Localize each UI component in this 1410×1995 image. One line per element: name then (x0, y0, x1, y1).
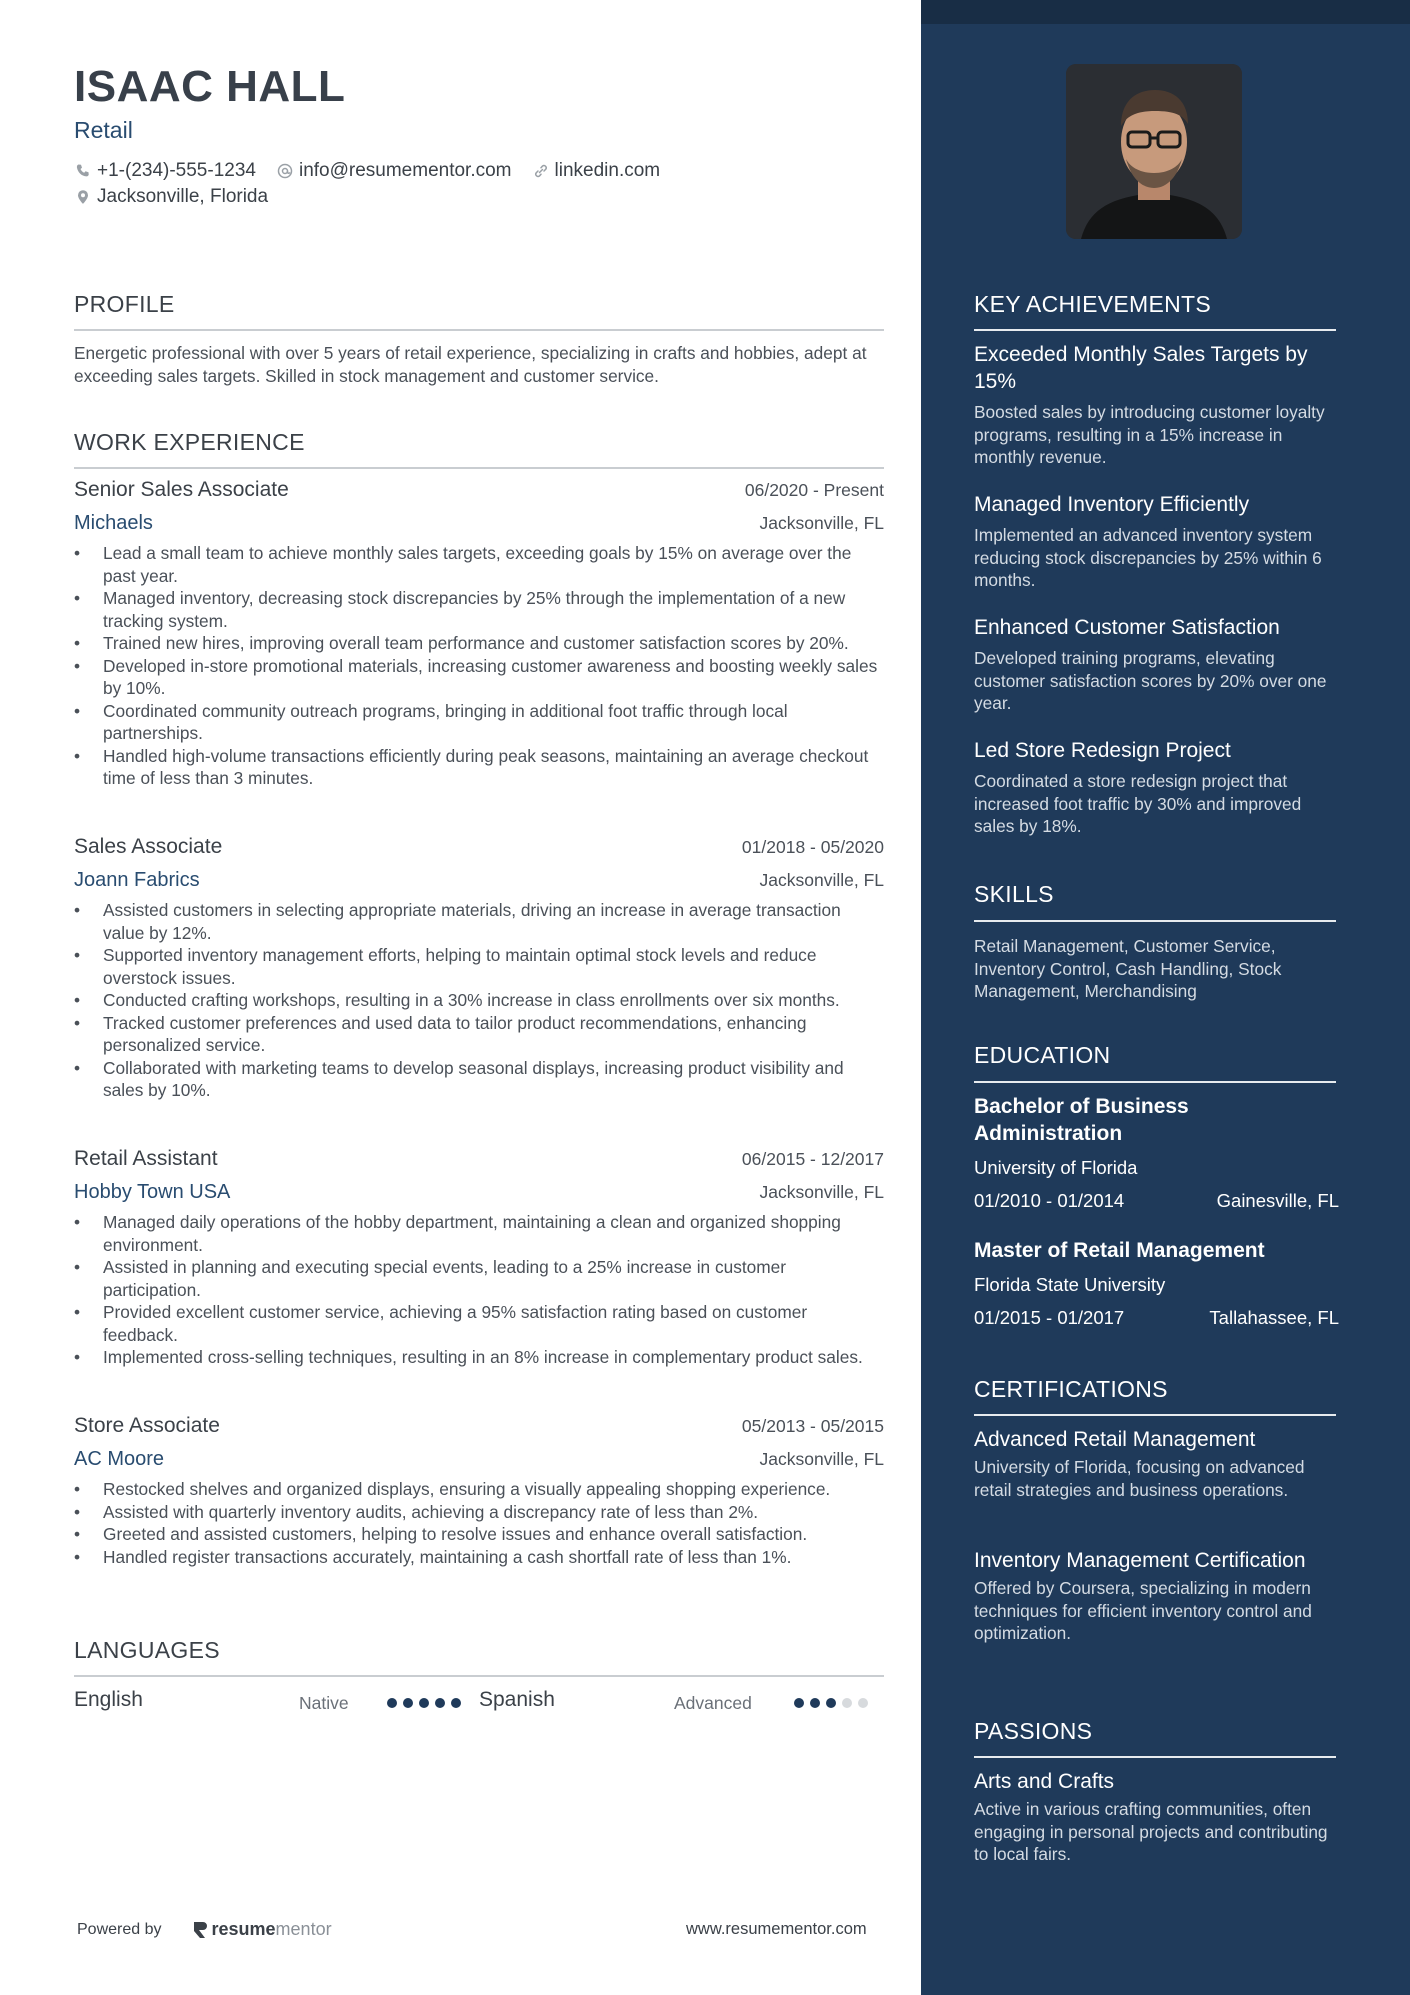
education-divider (974, 1081, 1336, 1083)
languages-divider (74, 1675, 884, 1677)
passion-text: Active in various crafting communities, often engaging in personal projects and contributing to local fairs. (974, 1799, 1328, 1864)
job-entry (74, 478, 884, 790)
job-bullet: • Greeted and assisted customers, helping to resolve issues and enhance overall satisfaction. (74, 1523, 884, 1546)
achievement-item (974, 614, 1339, 715)
job-bullet: • Assisted in planning and executing special events, leading to a 25% increase in customer participation. (74, 1256, 884, 1301)
education-item (974, 1237, 1339, 1329)
education-dates: 01/2015 - 01/2017 (974, 1307, 1125, 1328)
language-name: Spanish (479, 1688, 555, 1711)
education-heading: EDUCATION (974, 1042, 1111, 1068)
email-text[interactable]: info@resumementor.com (298, 160, 512, 181)
map-pin-icon (74, 188, 92, 206)
rating-dot-empty (858, 1698, 868, 1708)
sidebar (921, 0, 1410, 1995)
education-degree: Master of Retail Management (974, 1239, 1265, 1262)
certifications-heading: CERTIFICATIONS (974, 1376, 1168, 1402)
job-bullet: • Implemented cross-selling techniques, resulting in an 8% increase in complementary product sales. (74, 1346, 884, 1369)
job-location: Jacksonville, FL (759, 513, 884, 533)
linkedin-text[interactable]: linkedin.com (554, 160, 661, 181)
job-bullet: • Developed in-store promotional materials, increasing customer awareness and boosting weekly sales by 10%. (74, 655, 884, 700)
passions-heading: PASSIONS (974, 1718, 1093, 1744)
job-title: Retail Assistant (74, 1147, 218, 1170)
language-item (479, 1688, 884, 1718)
resumementor-logo-icon (192, 1920, 208, 1940)
candidate-role: Retail (74, 117, 133, 143)
avatar (1066, 64, 1242, 239)
job-location: Jacksonville, FL (759, 1182, 884, 1202)
location-row (74, 186, 288, 208)
candidate-name: ISAAC HALL (74, 62, 346, 111)
skills-divider (974, 920, 1336, 922)
job-company: Michaels (74, 512, 153, 534)
job-dates: 06/2020 - Present (744, 480, 884, 500)
job-location: Jacksonville, FL (759, 870, 884, 890)
work-heading: WORK EXPERIENCE (74, 429, 305, 455)
achievement-text: Developed training programs, elevating customer satisfaction scores by 20% over one year. (974, 648, 1327, 713)
achievement-item (974, 491, 1339, 592)
job-bullet: • Assisted with quarterly inventory audits, achieving a discrepancy rate of less than 2%. (74, 1501, 884, 1524)
rating-dot-filled (794, 1698, 804, 1708)
certification-item (974, 1426, 1339, 1501)
job-title: Store Associate (74, 1414, 220, 1437)
languages-row (74, 1688, 884, 1718)
languages-heading: LANGUAGES (74, 1637, 220, 1663)
location-text: Jacksonville, Florida (97, 186, 269, 207)
rating-dot-filled (387, 1698, 397, 1708)
passion-title: Arts and Crafts (974, 1770, 1115, 1793)
job-bullet: • Conducted crafting workshops, resulting in a 30% increase in class enrollments over six months. (74, 989, 884, 1012)
job-bullet: • Lead a small team to achieve monthly sales targets, exceeding goals by 15% on average over the past year. (74, 542, 884, 587)
job-bullet: • Assisted customers in selecting appropriate materials, driving an increase in average transaction value by 12%. (74, 899, 884, 944)
job-dates: 05/2013 - 05/2015 (741, 1416, 884, 1436)
education-meta (974, 1190, 1339, 1212)
linkedin-item (532, 160, 661, 182)
certification-title: Inventory Management Certification (974, 1549, 1306, 1572)
education-location: Tallahassee, FL (1209, 1307, 1339, 1328)
job-bullet: • Provided excellent customer service, achieving a 95% satisfaction rating based on customer feedback. (74, 1301, 884, 1346)
phone-item (74, 160, 256, 182)
education-meta (974, 1307, 1339, 1329)
job-company: Joann Fabrics (74, 869, 200, 891)
job-bullet: • Handled high-volume transactions efficiently during peak seasons, maintaining an average checkout time of less than 3 minutes. (74, 745, 884, 790)
achievement-text: Coordinated a store redesign project that increased foot traffic by 30% and improved sales by 18%. (974, 771, 1302, 836)
achievement-title: Enhanced Customer Satisfaction (974, 616, 1280, 639)
job-dates: 06/2015 - 12/2017 (741, 1149, 884, 1169)
certification-title: Advanced Retail Management (974, 1428, 1256, 1451)
job-bullets (74, 1478, 884, 1568)
achievement-item (974, 341, 1339, 469)
education-dates: 01/2010 - 01/2014 (974, 1190, 1125, 1211)
achievement-title: Managed Inventory Efficiently (974, 493, 1250, 516)
job-bullet: • Coordinated community outreach programs, bringing in additional foot traffic through local partnerships. (74, 700, 884, 745)
skills-text: Retail Management, Customer Service, Inventory Control, Cash Handling, Stock Management, Merchandising (974, 936, 1282, 1001)
sidebar-top-band (921, 0, 1410, 24)
education-location: Gainesville, FL (1216, 1190, 1339, 1211)
email-item (276, 160, 512, 182)
achievement-title: Exceeded Monthly Sales Targets by 15% (974, 343, 1308, 393)
certification-text: University of Florida, focusing on advanced retail strategies and business operations. (974, 1457, 1305, 1500)
rating-dot-filled (451, 1698, 461, 1708)
phone-icon (74, 162, 92, 180)
language-rating (387, 1698, 467, 1708)
work-divider (74, 467, 884, 469)
job-company: Hobby Town USA (74, 1181, 231, 1203)
job-bullet: • Restocked shelves and organized displays, ensuring a visually appealing shopping experience. (74, 1478, 884, 1501)
profile-heading: PROFILE (74, 291, 175, 317)
job-dates: 01/2018 - 05/2020 (741, 837, 884, 857)
job-bullets (74, 542, 884, 790)
job-title: Sales Associate (74, 835, 223, 858)
profile-text: Energetic professional with over 5 years of retail experience, specializing in crafts and hobbies, adept at exceeding sales targets. Skilled in stock management and customer service. (74, 343, 867, 386)
job-bullet: • Trained new hires, improving overall team performance and customer satisfaction scores by 20%. (74, 632, 884, 655)
rating-dot-filled (403, 1698, 413, 1708)
job-title: Senior Sales Associate (74, 478, 289, 501)
certifications-divider (974, 1414, 1336, 1416)
rating-dot-filled (435, 1698, 445, 1708)
achievements-heading: KEY ACHIEVEMENTS (974, 291, 1212, 317)
achievements-divider (974, 329, 1336, 331)
job-bullet: • Collaborated with marketing teams to develop seasonal displays, increasing product visibility and sales by 10%. (74, 1057, 884, 1102)
achievement-text: Implemented an advanced inventory system reducing stock discrepancies by 25% within 6 months. (974, 525, 1322, 590)
rating-dot-empty (842, 1698, 852, 1708)
profile-divider (74, 329, 884, 331)
certification-text: Offered by Coursera, specializing in modern techniques for efficient inventory control and optimization. (974, 1578, 1312, 1643)
brand-bold: resume (211, 1919, 276, 1939)
job-bullets (74, 1211, 884, 1369)
job-bullet: • Handled register transactions accurately, maintaining a cash shortfall rate of less than 1%. (74, 1546, 884, 1569)
skills-heading: SKILLS (974, 881, 1054, 907)
education-degree: Bachelor of Business Administration (974, 1095, 1189, 1145)
job-location: Jacksonville, FL (759, 1449, 884, 1469)
language-rating (794, 1698, 874, 1708)
job-bullet: • Tracked customer preferences and used data to tailor product recommendations, enhancing personalized service. (74, 1012, 884, 1057)
achievement-title: Led Store Redesign Project (974, 739, 1231, 762)
link-icon (532, 162, 550, 180)
passion-item (974, 1768, 1339, 1866)
education-school: University of Florida (974, 1157, 1138, 1178)
at-icon (276, 162, 294, 180)
skills-list (974, 929, 1339, 1003)
rating-dot-filled (810, 1698, 820, 1708)
powered-by-text: Powered by (77, 1920, 162, 1938)
job-bullet: • Supported inventory management efforts, helping to maintain optimal stock levels and reduce overstock issues. (74, 944, 884, 989)
achievement-text: Boosted sales by introducing customer loyalty programs, resulting in a 15% increase in monthly revenue. (974, 402, 1325, 467)
passions-divider (974, 1756, 1336, 1758)
education-school: Florida State University (974, 1274, 1166, 1295)
job-company: AC Moore (74, 1448, 165, 1470)
portrait-image (1066, 64, 1242, 239)
job-entry (74, 1147, 884, 1369)
certification-item (974, 1547, 1339, 1645)
language-name: English (74, 1688, 143, 1711)
phone-text[interactable]: +1-(234)-555-1234 (97, 160, 256, 181)
job-bullet: • Managed inventory, decreasing stock discrepancies by 25% through the implementation of a new tracking system. (74, 587, 884, 632)
contact-row (74, 160, 680, 182)
education-item (974, 1093, 1339, 1212)
rating-dot-filled (419, 1698, 429, 1708)
location-item (74, 186, 268, 208)
brand-light: mentor (275, 1919, 332, 1939)
language-level: Advanced (674, 1693, 752, 1713)
language-item (74, 1688, 479, 1718)
language-level: Native (299, 1693, 349, 1713)
job-entry (74, 835, 884, 1102)
job-bullet: • Managed daily operations of the hobby department, maintaining a clean and organized shopping environment. (74, 1211, 884, 1256)
website-link[interactable]: www.resumementor.com (686, 1920, 867, 1938)
job-entry (74, 1414, 884, 1568)
job-bullets (74, 899, 884, 1102)
rating-dot-filled (826, 1698, 836, 1708)
footer-powered (77, 1919, 332, 1940)
brand-logo[interactable] (192, 1919, 332, 1940)
achievement-item (974, 737, 1339, 838)
